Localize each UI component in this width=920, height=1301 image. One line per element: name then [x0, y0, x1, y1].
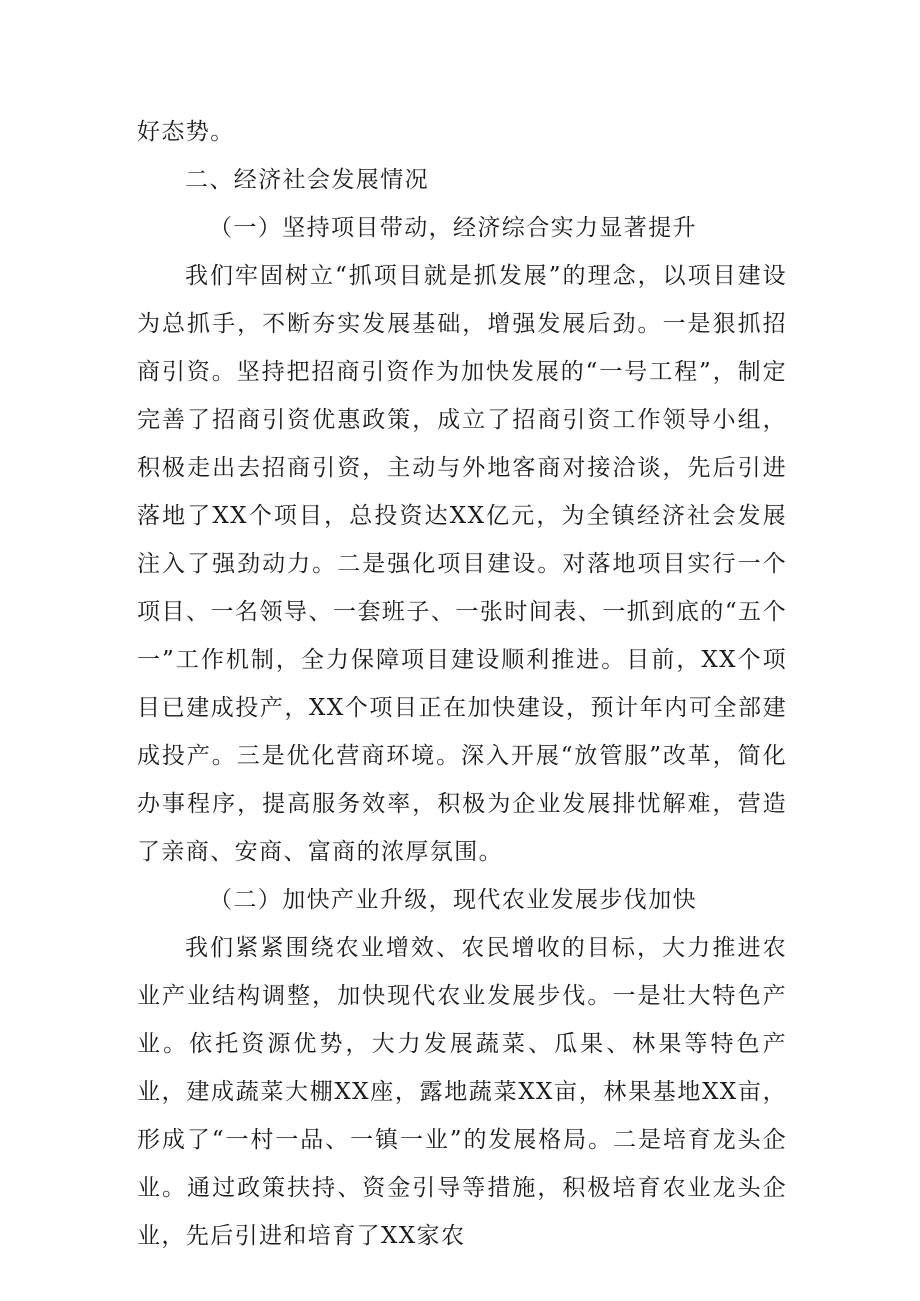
document-body: [137, 108, 787, 1260]
subsection-1-heading: （一）坚持项目带动，经济综合实力显著提升: [209, 215, 697, 241]
section-heading: 二、经济社会发展情况: [185, 167, 429, 193]
subsection-1-paragraph: 我们牢固树立“抓项目就是抓发展”的理念，以项目建设为总抓手，不断夯实发展基础，增强发展后劲。一是狠抓招商引资。坚持把招商引资作为加快发展的“一号工程”，制定完善了招商引资优惠政策，成立了招商引资工作领导小组，积极走出去招商引资，主动与外地客商对接洽谈，先后引进落地了XX个项目，总投资达XX亿元，为全镇经济社会发展注入了强劲动力。二是强化项目建设。对落地项目实行一个项目、一名领导、一套班子、一张时间表、一抓到底的“五个一”工作机制，全力保障项目建设顺利推进。目前，XX个项目已建成投产，XX个项目正在加快建设，预计年内可全部建成投产。三是优化营商环境。深入开展“放管服”改革，简化办事程序，提高服务效率，积极为企业发展排忧解难，营造了亲商、安商、富商的浓厚氛围。: [137, 263, 787, 865]
continuation-text: 好态势。: [137, 119, 235, 145]
subsection-2-paragraph: 我们紧紧围绕农业增效、农民增收的目标，大力推进农业产业结构调整，加快现代农业发展步伐。一是壮大特色产业。依托资源优势，大力发展蔬菜、瓜果、林果等特色产业，建成蔬菜大棚XX座，露地蔬菜XX亩，林果基地XX亩，形成了“一村一品、一镇一业”的发展格局。二是培育龙头企业。通过政策扶持、资金引导等措施，积极培育农业龙头企业，先后引进和培育了XX家农: [137, 935, 787, 1249]
subsection-2-heading: （二）加快产业升级，现代农业发展步伐加快: [209, 887, 697, 913]
